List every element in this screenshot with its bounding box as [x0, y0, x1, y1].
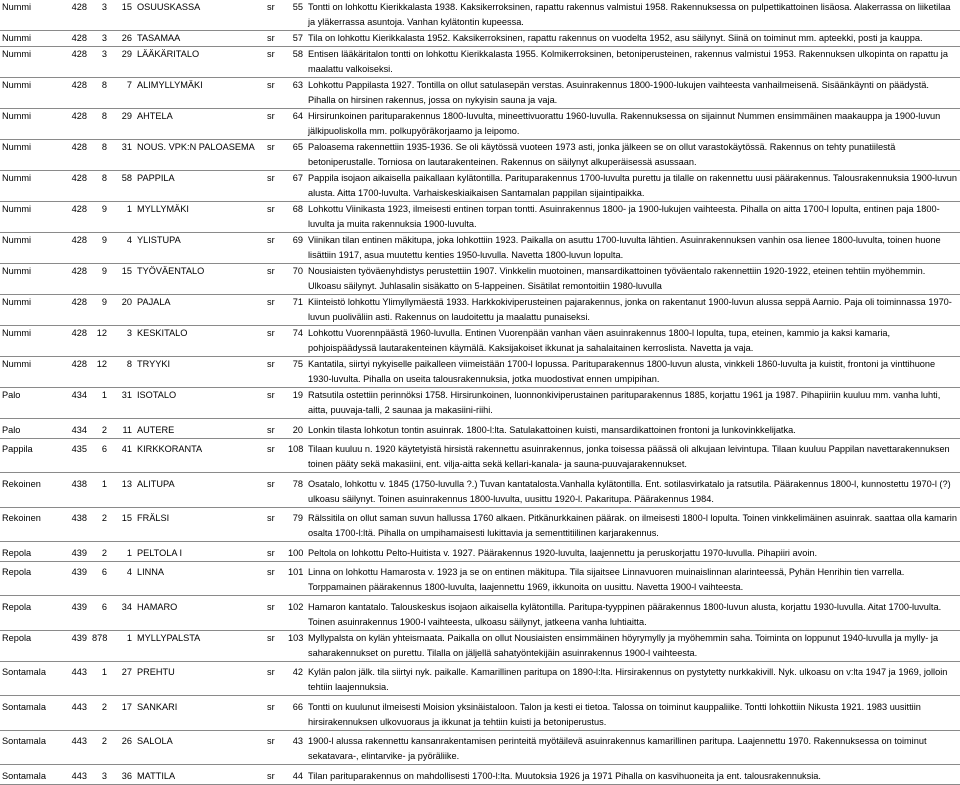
- category-cell: sr: [265, 140, 286, 171]
- municipality-code-cell: 428: [56, 140, 90, 171]
- municipality-code-cell: 443: [56, 769, 90, 785]
- municipality-code-cell: 428: [56, 78, 90, 109]
- municipality-code-cell: 428: [56, 202, 90, 233]
- category-cell: sr: [265, 511, 286, 542]
- municipality-code-cell: 435: [56, 442, 90, 473]
- category-cell: sr: [265, 600, 286, 631]
- block-number-cell: 8: [90, 171, 110, 202]
- property-name-cell: OSUUSKASSA: [135, 0, 265, 31]
- table-row: [0, 326, 960, 357]
- block-number-cell: 1: [90, 665, 110, 696]
- description-cell: Kiinteistö lohkottu Ylimyllymäestä 1933. Harkkokiviperusteinen pajarakennus, jonka on rakentanut 1900-luvun alussa seppä Aarnio. Paja oli toiminnassa 1970-luvun puoliväliin asti. Rakennus on laudoitettu ja maalattu punaiseksi.: [306, 295, 960, 326]
- village-cell: Nummi: [0, 47, 56, 78]
- property-name-cell: TASAMAA: [135, 31, 265, 47]
- village-cell: Nummi: [0, 140, 56, 171]
- table-row: [0, 442, 960, 473]
- property-name-cell: PAJALA: [135, 295, 265, 326]
- block-number-cell: 8: [90, 140, 110, 171]
- village-cell: Pappila: [0, 442, 56, 473]
- property-name-cell: TRYYKI: [135, 357, 265, 388]
- village-cell: Nummi: [0, 295, 56, 326]
- municipality-code-cell: 443: [56, 665, 90, 696]
- category-cell: sr: [265, 769, 286, 785]
- village-cell: Palo: [0, 388, 56, 419]
- property-name-cell: ALIMYLLYMÄKI: [135, 78, 265, 109]
- item-number-cell: 67: [286, 171, 306, 202]
- property-name-cell: MATTILA: [135, 769, 265, 785]
- category-cell: sr: [265, 477, 286, 508]
- plot-number-cell: 58: [110, 171, 135, 202]
- table-row: [0, 295, 960, 326]
- property-name-cell: ISOTALO: [135, 388, 265, 419]
- block-number-cell: 2: [90, 423, 110, 439]
- village-cell: Palo: [0, 423, 56, 439]
- plot-number-cell: 15: [110, 0, 135, 31]
- block-number-cell: 9: [90, 202, 110, 233]
- item-number-cell: 108: [286, 442, 306, 473]
- property-name-cell: MYLLYPALSTA: [135, 630, 265, 661]
- category-cell: sr: [265, 109, 286, 140]
- municipality-code-cell: 428: [56, 47, 90, 78]
- item-number-cell: 19: [286, 388, 306, 419]
- plot-number-cell: 27: [110, 665, 135, 696]
- item-number-cell: 42: [286, 665, 306, 696]
- municipality-code-cell: 428: [56, 0, 90, 31]
- property-name-cell: PELTOLA I: [135, 546, 265, 562]
- block-number-cell: 6: [90, 442, 110, 473]
- village-cell: Sontamala: [0, 700, 56, 731]
- description-cell: Tilaan kuuluu n. 1920 käytetyistä hirsistä rakennettu asuinrakennus, jonka toisessa päässä oli alkujaan leivintupa. Tilaan kuuluu Pappilan navettarakennuksen toinen pääty sekä makasiini, ent. vilja-aitta sekä kellari-kanala- ja sauna-puuvajarakennukset.: [306, 442, 960, 473]
- table-row: [0, 546, 960, 562]
- item-number-cell: 44: [286, 769, 306, 785]
- property-name-cell: ALITUPA: [135, 477, 265, 508]
- village-cell: Nummi: [0, 31, 56, 47]
- category-cell: sr: [265, 326, 286, 357]
- municipality-code-cell: 428: [56, 357, 90, 388]
- item-number-cell: 57: [286, 31, 306, 47]
- village-cell: Repola: [0, 565, 56, 596]
- plot-number-cell: 41: [110, 442, 135, 473]
- block-number-cell: 2: [90, 734, 110, 765]
- table-row: [0, 109, 960, 140]
- village-cell: Nummi: [0, 233, 56, 264]
- table-row: [0, 202, 960, 233]
- municipality-code-cell: 428: [56, 233, 90, 264]
- item-number-cell: 75: [286, 357, 306, 388]
- property-name-cell: SANKARI: [135, 700, 265, 731]
- village-cell: Nummi: [0, 171, 56, 202]
- property-name-cell: FRÄLSI: [135, 511, 265, 542]
- item-number-cell: 55: [286, 0, 306, 31]
- description-cell: Tila on lohkottu Kierikkalasta 1952. Kaksikerroksinen, rapattu rakennus on vuodelta 1952, asu säilynyt. Siinä on toiminut mm. apteekki, posti ja kauppa.: [306, 31, 960, 47]
- property-name-cell: TYÖVÄENTALO: [135, 264, 265, 295]
- plot-number-cell: 34: [110, 600, 135, 631]
- plot-number-cell: 4: [110, 233, 135, 264]
- table-row: [0, 78, 960, 109]
- category-cell: sr: [265, 388, 286, 419]
- table-row: [0, 31, 960, 47]
- block-number-cell: 2: [90, 700, 110, 731]
- plot-number-cell: 3: [110, 326, 135, 357]
- village-cell: Sontamala: [0, 734, 56, 765]
- table-row: [0, 264, 960, 295]
- municipality-code-cell: 434: [56, 388, 90, 419]
- plot-number-cell: 20: [110, 295, 135, 326]
- category-cell: sr: [265, 0, 286, 31]
- block-number-cell: 3: [90, 47, 110, 78]
- item-number-cell: 100: [286, 546, 306, 562]
- description-cell: Tontti on kuulunut ilmeisesti Moision yksinäistaloon. Talon ja kesti ei tietoa. Talossa on toiminut kauppaliike. Tontti lohkottiin Nikusta 1921. 1983 uusittiin hirsirakennuksen ulkovuoraus ja ikkunat ja tehtiin kuisti ja betoniperustus.: [306, 700, 960, 731]
- municipality-code-cell: 428: [56, 264, 90, 295]
- municipality-code-cell: 428: [56, 295, 90, 326]
- village-cell: Rekoinen: [0, 477, 56, 508]
- description-cell: Myllypalsta on kylän yhteismaata. Paikalla on ollut Nousiaisten ensimmäinen höyrymylly ja myöhemmin saha. Toiminta on loppunut 1940-luvulla ja mylly- ja saharakennukset on purettu. Tilalla on jäljellä sahatyöntekijäin asuinrakennus 1900-l vaihteesta.: [306, 630, 960, 661]
- block-number-cell: 6: [90, 600, 110, 631]
- plot-number-cell: 1: [110, 202, 135, 233]
- block-number-cell: 8: [90, 109, 110, 140]
- plot-number-cell: 29: [110, 109, 135, 140]
- table-row: [0, 565, 960, 596]
- item-number-cell: 74: [286, 326, 306, 357]
- village-cell: Nummi: [0, 78, 56, 109]
- item-number-cell: 58: [286, 47, 306, 78]
- village-cell: Sontamala: [0, 665, 56, 696]
- block-number-cell: 1: [90, 477, 110, 508]
- item-number-cell: 68: [286, 202, 306, 233]
- table-row: [0, 388, 960, 419]
- table-row: [0, 665, 960, 696]
- village-cell: Sontamala: [0, 769, 56, 785]
- description-cell: Hamaron kantatalo. Talouskeskus isojaon aikaisella kylätontilla. Paritupa-tyyppinen päärakennus 1800-luvun alusta, korjattu 1930-luvulla. Aitat 1700-luvulta. Toinen asuinrakennus 1900-l vaihteesta, ulkoasu säilynyt, jatkeena vanha luhtiaitta.: [306, 600, 960, 631]
- category-cell: sr: [265, 233, 286, 264]
- description-cell: 1900-l alussa rakennettu kansanrakentamisen perinteitä myötäilevä asuinrakennus kamarillinen paritupa. Laajennettu 1970. Rakennuksessa on toiminut sekatavara-, elintarvike- ja pyöräliike.: [306, 734, 960, 765]
- block-number-cell: 9: [90, 264, 110, 295]
- municipality-code-cell: 443: [56, 700, 90, 731]
- plot-number-cell: 17: [110, 700, 135, 731]
- village-cell: Repola: [0, 630, 56, 661]
- block-number-cell: 3: [90, 769, 110, 785]
- table-row: [0, 140, 960, 171]
- table-row: [0, 700, 960, 731]
- municipality-code-cell: 428: [56, 171, 90, 202]
- property-name-cell: KIRKKORANTA: [135, 442, 265, 473]
- category-cell: sr: [265, 202, 286, 233]
- municipality-code-cell: 428: [56, 326, 90, 357]
- category-cell: sr: [265, 700, 286, 731]
- municipality-code-cell: 428: [56, 109, 90, 140]
- property-name-cell: AHTELA: [135, 109, 265, 140]
- description-cell: Kylän palon jälk. tila siirtyi nyk. paikalle. Kamarillinen paritupa on 1890-l:lta. Hirsirakennus on pystytetty nurkkakivill. Nyk. ulkoasu on v:lta 1947 ja 1969, jolloin tehtiin laajennuksia.: [306, 665, 960, 696]
- municipality-code-cell: 428: [56, 31, 90, 47]
- category-cell: sr: [265, 630, 286, 661]
- plot-number-cell: 15: [110, 511, 135, 542]
- plot-number-cell: 26: [110, 31, 135, 47]
- item-number-cell: 78: [286, 477, 306, 508]
- village-cell: Repola: [0, 600, 56, 631]
- plot-number-cell: 31: [110, 140, 135, 171]
- category-cell: sr: [265, 546, 286, 562]
- category-cell: sr: [265, 171, 286, 202]
- block-number-cell: 12: [90, 357, 110, 388]
- property-name-cell: AUTERE: [135, 423, 265, 439]
- table-row: [0, 0, 960, 31]
- table-row: [0, 171, 960, 202]
- description-cell: Ratsutila ostettiin perinnöksi 1758. Hirsirunkoinen, luonnonkiviperustainen parituparakennus 1885, korjattu 1961 ja 1987. Pihapiiriin kuuluu mm. vanha luhti, aitta, puuvaja-talli, 2 saunaa ja makasiini-riihi.: [306, 388, 960, 419]
- description-cell: Rälssitila on ollut saman suvun hallussa 1760 alkaen. Pitkänurkkainen päärak. on ilmeisesti 1800-l lopulta. Toinen vinkkelimäinen asuinrak. saattaa olla kamarin osalta 1700-l:ltä. Pihalla on umpihamaisesti lukittavia ja sementtitiilinen karjarakennus.: [306, 511, 960, 542]
- municipality-code-cell: 439: [56, 600, 90, 631]
- category-cell: sr: [265, 295, 286, 326]
- block-number-cell: 3: [90, 0, 110, 31]
- block-number-cell: 2: [90, 546, 110, 562]
- block-number-cell: 9: [90, 295, 110, 326]
- block-number-cell: 6: [90, 565, 110, 596]
- property-name-cell: SALOLA: [135, 734, 265, 765]
- description-cell: Tontti on lohkottu Kierikkalasta 1938. Kaksikerroksinen, rapattu rakennus valmistui 1958. Rakennuksessa on pulpettikattoinen lisäosa. Alakerrassa on liiketilaa ja yläkerrassa asuntoja. Vanhan kylätontin kupeessa.: [306, 0, 960, 31]
- village-cell: Repola: [0, 546, 56, 562]
- plot-number-cell: 36: [110, 769, 135, 785]
- item-number-cell: 102: [286, 600, 306, 631]
- description-cell: Nousiaisten työväenyhdistys perustettiin 1907. Vinkkelin muotoinen, mansardikattoinen työväentalo rakennettiin 1920-1922, eteinen tehtiin myöhemmin. Ulkoasu säilynyt. Juhlasalin sisäkatto on 5-lappeinen. Sisätilat remontoitiin 1980-luvulla: [306, 264, 960, 295]
- block-number-cell: 3: [90, 31, 110, 47]
- table-row: [0, 357, 960, 388]
- table-row: [0, 600, 960, 631]
- municipality-code-cell: 438: [56, 477, 90, 508]
- plot-number-cell: 8: [110, 357, 135, 388]
- category-cell: sr: [265, 47, 286, 78]
- description-cell: Paloasema rakennettiin 1935-1936. Se oli käytössä vuoteen 1973 asti, jonka jälkeen se on ollut varastokäytössä. Rakennus on tehty punatiilestä betoniperustalle. Torniosa on lautarakenteinen. Rakennus on säilynyt alkuperäisessä asussaan.: [306, 140, 960, 171]
- village-cell: Nummi: [0, 357, 56, 388]
- block-number-cell: 9: [90, 233, 110, 264]
- block-number-cell: 8: [90, 78, 110, 109]
- municipality-code-cell: 434: [56, 423, 90, 439]
- plot-number-cell: 15: [110, 264, 135, 295]
- table-row: [0, 511, 960, 542]
- table-row: [0, 734, 960, 765]
- category-cell: sr: [265, 264, 286, 295]
- category-cell: sr: [265, 734, 286, 765]
- table-row: [0, 47, 960, 78]
- description-cell: Lohkottu Viinikasta 1923, ilmeisesti entinen torpan tontti. Asuinrakennus 1800- ja 1900-lukujen vaihteesta. Pihalla on aitta 1700-l lopulta, entinen paja 1800-luvulta ja muita rakennuksia 1900-luvulta.: [306, 202, 960, 233]
- description-cell: Lonkin tilasta lohkotun tontin asuinrak. 1800-l:lta. Satulakattoinen kuisti, mansardikattoinen frontoni ja lunkovinkkelijatka.: [306, 423, 960, 439]
- item-number-cell: 63: [286, 78, 306, 109]
- property-name-cell: HAMARO: [135, 600, 265, 631]
- block-number-cell: 878: [90, 630, 110, 661]
- property-name-cell: PAPPILA: [135, 171, 265, 202]
- property-name-cell: PREHTU: [135, 665, 265, 696]
- category-cell: sr: [265, 665, 286, 696]
- description-cell: Hirsirunkoinen parituparakennus 1800-luvulta, mineettivuorattu 1960-luvulla. Rakennuksessa on sijainnut Nummen ensimmäinen maakauppa ja 1900-luvun jälkipuoliskolla mm. polkupyöräkorjaamo ja leipomo.: [306, 109, 960, 140]
- description-cell: Entisen lääkäritalon tontti on lohkottu Kierikkalasta 1955. Kolmikerroksinen, betoniperusteinen, rakennus valmistui 1953. Rakennuksen ulkopinta on rapattu ja maalattu valkoiseksi.: [306, 47, 960, 78]
- description-cell: Lohkottu Vuorennpäästä 1960-luvulla. Entinen Vuorenpään vanhan väen asuinrakennus 1800-l lopulta, tupa, eteinen, kammio ja kaksi kamaria, pohjoispäädyssä lautarakenteinen käymälä. Kaksijakoiset ikkunat ja sahalaitainen kerroslista. Navetta ja vaja.: [306, 326, 960, 357]
- plot-number-cell: 29: [110, 47, 135, 78]
- item-number-cell: 43: [286, 734, 306, 765]
- description-cell: Tilan parituparakennus on mahdollisesti 1700-l:lta. Muutoksia 1926 ja 1971 Pihalla on kasvihuoneita ja ent. talousrakennuksia.: [306, 769, 960, 785]
- plot-number-cell: 13: [110, 477, 135, 508]
- category-cell: sr: [265, 565, 286, 596]
- category-cell: sr: [265, 442, 286, 473]
- table-row: [0, 477, 960, 508]
- plot-number-cell: 4: [110, 565, 135, 596]
- table-row: [0, 769, 960, 785]
- category-cell: sr: [265, 31, 286, 47]
- village-cell: Nummi: [0, 202, 56, 233]
- property-name-cell: KESKITALO: [135, 326, 265, 357]
- plot-number-cell: 7: [110, 78, 135, 109]
- item-number-cell: 66: [286, 700, 306, 731]
- table-row: [0, 630, 960, 661]
- table-row: [0, 233, 960, 264]
- plot-number-cell: 1: [110, 546, 135, 562]
- description-cell: Pappila isojaon aikaisella paikallaan kylätontilla. Parituparakennus 1700-luvulta purettu ja tilalle on rakennettu uusi päärakennus. Talousrakennuksia 1900-luvun alusta. Aitta 1700-luvulta. Varhaiskeskiaikaisen Santamalan pappilan sijaintipaikka.: [306, 171, 960, 202]
- description-cell: Peltola on lohkottu Pelto-Huitista v. 1927. Päärakennus 1920-luvulta, laajennettu ja peruskorjattu 1970-luvulla. Pihapiiri avoin.: [306, 546, 960, 562]
- item-number-cell: 71: [286, 295, 306, 326]
- item-number-cell: 103: [286, 630, 306, 661]
- plot-number-cell: 11: [110, 423, 135, 439]
- description-cell: Viinikan tilan entinen mäkitupa, joka lohkottiin 1923. Paikalla on asuttu 1700-luvulta lähtien. Asuinrakennuksen vanhin osa lienee 1800-luvulta, toinen huone lisättiin 1917, asua muutettu kenties 1950-luvulla. Navetta 1800-luvun lopulta.: [306, 233, 960, 264]
- category-cell: sr: [265, 423, 286, 439]
- description-cell: Kantatila, siirtyi nykyiselle paikalleen viimeistään 1700-l lopussa. Parituparakennus 1800-luvun alusta, vinkkeli 1860-luvulta ja kuistit, frontoni ja vinttihuone 1930-luvulta. Pihalla on useita talousrakennuksia, jotka muodostivat ennen umpipihan.: [306, 357, 960, 388]
- block-number-cell: 1: [90, 388, 110, 419]
- description-cell: Osatalo, lohkottu v. 1845 (1750-luvulla ?.) Tuvan kantatalosta.Vanhalla kylätontilla. Ent. sotilasvirkatalo ja ratsutila. Päärakennus 1800-l, kunnostettu 1970-l (?) ulkoasu säilynyt. Toinen asuinrakennus 1800-luvulta, uusittu 1920-l. Pakaritupa. Päärakennus 1984.: [306, 477, 960, 508]
- municipality-code-cell: 439: [56, 546, 90, 562]
- property-name-cell: MYLLYMÄKI: [135, 202, 265, 233]
- description-cell: Linna on lohkottu Hamarosta v. 1923 ja se on entinen mäkitupa. Tila sijaitsee Linnavuoren muinaislinnan alarinteessä, Pyhän Henrihin tien varrella. Torppamainen päärakennus 1800-luvulta, laajennettu 1969, ikkunoita on uusittu. Navetta 1900-l vaihteesta.: [306, 565, 960, 596]
- property-name-cell: LINNA: [135, 565, 265, 596]
- item-number-cell: 64: [286, 109, 306, 140]
- item-number-cell: 79: [286, 511, 306, 542]
- item-number-cell: 70: [286, 264, 306, 295]
- block-number-cell: 12: [90, 326, 110, 357]
- category-cell: sr: [265, 357, 286, 388]
- property-name-cell: NOUS. VPK:N PALOASEMA: [135, 140, 265, 171]
- plot-number-cell: 26: [110, 734, 135, 765]
- municipality-code-cell: 438: [56, 511, 90, 542]
- category-cell: sr: [265, 78, 286, 109]
- village-cell: Nummi: [0, 326, 56, 357]
- village-cell: Nummi: [0, 0, 56, 31]
- village-cell: Nummi: [0, 264, 56, 295]
- municipality-code-cell: 443: [56, 734, 90, 765]
- item-number-cell: 65: [286, 140, 306, 171]
- municipality-code-cell: 439: [56, 630, 90, 661]
- plot-number-cell: 1: [110, 630, 135, 661]
- village-cell: Rekoinen: [0, 511, 56, 542]
- block-number-cell: 2: [90, 511, 110, 542]
- plot-number-cell: 31: [110, 388, 135, 419]
- table-row: [0, 423, 960, 439]
- municipality-code-cell: 439: [56, 565, 90, 596]
- item-number-cell: 20: [286, 423, 306, 439]
- item-number-cell: 101: [286, 565, 306, 596]
- village-cell: Nummi: [0, 109, 56, 140]
- description-cell: Lohkottu Pappilasta 1927. Tontilla on ollut satulasepän verstas. Asuinrakennus 1800-1900-lukujen vaihteesta vanhailmeisenä. Sisäänkäynti on päädystä. Pihalla on hirsinen rakennus, jossa on nykyisin sauna ja vaja.: [306, 78, 960, 109]
- item-number-cell: 69: [286, 233, 306, 264]
- property-name-cell: LÄÄKÄRITALO: [135, 47, 265, 78]
- property-name-cell: YLISTUPA: [135, 233, 265, 264]
